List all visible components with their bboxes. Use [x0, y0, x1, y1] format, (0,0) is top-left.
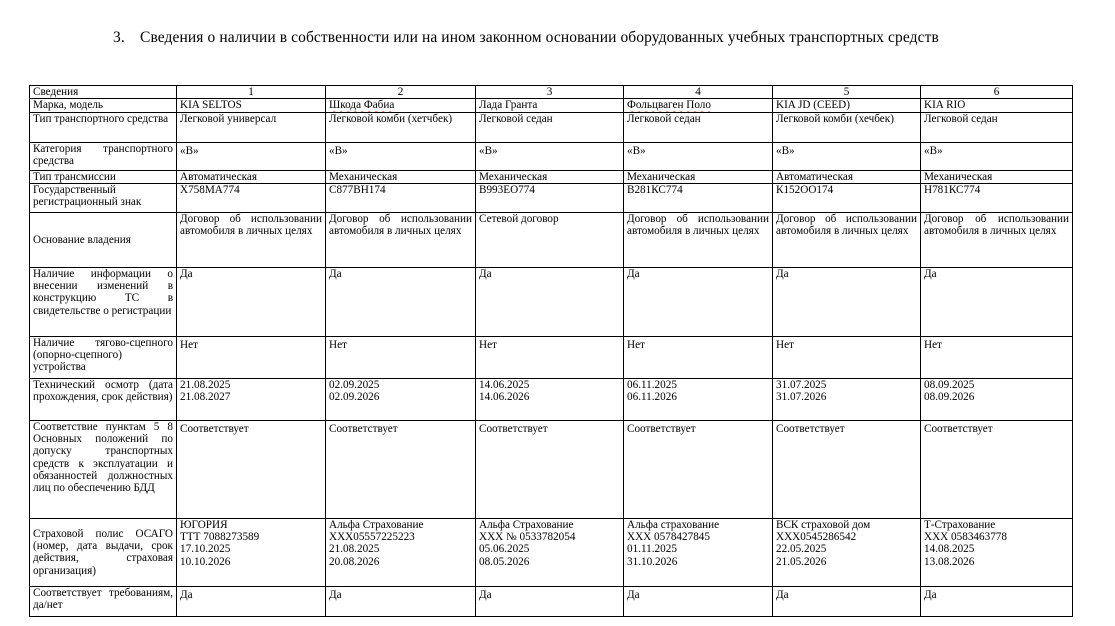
table-cell: Легковой комби (хечбек) [773, 112, 921, 142]
table-cell: Соответствует [326, 420, 476, 518]
table-row [30, 142, 1073, 170]
table-cell: Сетевой договор [476, 212, 624, 267]
table-cell-text: Шкода Фабиа [329, 99, 395, 112]
table-cell: В993ЕО774 [476, 183, 624, 212]
table-cell: Автоматическая [773, 170, 921, 183]
table-cell: 31.07.2025 31.07.2026 [773, 378, 921, 420]
column-number: 2 [326, 86, 476, 99]
table-cell: Да [921, 267, 1073, 336]
table-cell: Нет [177, 336, 326, 378]
table-cell: 02.09.2025 02.09.2026 [326, 378, 476, 420]
table-cell: Легковой седан [624, 112, 773, 142]
table-cell: ВСК страховой дом ХХХ0545286542 22.05.2025 21.05.2026 [773, 518, 921, 586]
table-cell: KIA JD (CEED) [773, 99, 921, 112]
table-cell: Соответствует [624, 420, 773, 518]
table-cell: Легковой комби (хетчбек) [326, 112, 476, 142]
table-cell: Альфа Страхование ХХХ05557225223 21.08.2025 20.08.2026 [326, 518, 476, 586]
row-label: Категория транспортного средства [30, 142, 177, 170]
table-cell: Да [624, 267, 773, 336]
table-cell: Автоматическая [177, 170, 326, 183]
table-cell: Механическая [921, 170, 1073, 183]
table-cell: Соответствует [177, 420, 326, 518]
table-cell: 06.11.2025 06.11.2026 [624, 378, 773, 420]
table-row [30, 212, 1073, 267]
table-cell: ЮГОРИЯ ТТТ 7088273589 17.10.2025 10.10.2026 [177, 518, 326, 586]
row-label: Основание владения [30, 212, 177, 267]
table-cell: Да [326, 267, 476, 336]
table-cell: Альфа Страхование ХХХ № 0533782054 05.06.2025 08.05.2026 [476, 518, 624, 586]
table-row [30, 183, 1073, 212]
row-label: Технический осмотр (дата прохождения, срок действия) [30, 378, 177, 420]
table-cell: Договор об использовании автомобиля в личных целях [326, 212, 476, 267]
table-cell: Легковой универсал [177, 112, 326, 142]
table-row [30, 112, 1073, 142]
table-row [30, 420, 1073, 518]
table-row [30, 99, 1073, 112]
column-number: 6 [921, 86, 1073, 99]
column-number: 1 [177, 86, 326, 99]
row-label: Тип трансмиссии [30, 170, 177, 183]
column-number: 5 [773, 86, 921, 99]
table-cell: Механическая [624, 170, 773, 183]
table-cell: Легковой седан [476, 112, 624, 142]
table-cell: Договор об использовании автомобиля в личных целях [177, 212, 326, 267]
table-cell: Нет [921, 336, 1073, 378]
table-cell: «В» [476, 142, 624, 170]
vehicles-table [29, 85, 1073, 617]
table-cell: «В» [921, 142, 1073, 170]
table-row [30, 336, 1073, 378]
row-label: Наличие информации о внесении изменений в конструкцию ТС в свидетельстве о регистрации [30, 267, 177, 336]
row-label: Соответствие пунктам 5 8 Основных положений по допуску транспортных средств к эксплуатации и обязанностей должностных лиц по обеспечению БДД [30, 420, 177, 518]
table-cell-text: Фольцваген Поло [627, 99, 711, 112]
table-cell: Механическая [326, 170, 476, 183]
table-cell: KIA RIO [921, 99, 1073, 112]
table-cell: Н781КС774 [921, 183, 1073, 212]
table-row [30, 170, 1073, 183]
table-cell: Т-Страхование ХХХ 0583463778 14.08.2025 13.08.2026 [921, 518, 1073, 586]
table-cell: Договор об использовании автомобиля в личных целях [624, 212, 773, 267]
table-row [30, 378, 1073, 420]
header-row [30, 86, 1073, 99]
table-cell: Договор об использовании автомобиля в личных целях [921, 212, 1073, 267]
table-cell: Нет [326, 336, 476, 378]
row-label: Наличие тягово-сцепного (опорно-сцепного) устройства [30, 336, 177, 378]
table-cell: Да [921, 586, 1073, 616]
table-cell: Да [177, 586, 326, 616]
table-cell: Соответствует [921, 420, 1073, 518]
table-cell: Х758МА774 [177, 183, 326, 212]
table-cell: Нет [773, 336, 921, 378]
row-label: Тип транспортного средства [30, 112, 177, 142]
header-label-cell: Сведения [30, 86, 177, 99]
table-cell: Соответствует [476, 420, 624, 518]
row-label: Страховой полис ОСАГО (номер, дата выдачи, срок действия, страховая организация) [30, 518, 177, 586]
table-cell: Да [773, 586, 921, 616]
table-cell: Нет [476, 336, 624, 378]
table-cell: Да [177, 267, 326, 336]
table-cell: Лада Гранта [476, 99, 624, 112]
table-cell: 21.08.2025 21.08.2027 [177, 378, 326, 420]
table-cell: Нет [624, 336, 773, 378]
table-cell: KIA SELTOS [177, 99, 326, 112]
row-label: Марка, модель [30, 99, 177, 112]
table-cell: Да [476, 586, 624, 616]
table-cell: Договор об использовании автомобиля в личных целях [773, 212, 921, 267]
column-number: 3 [476, 86, 624, 99]
table-cell: Да [773, 267, 921, 336]
table-cell: К152ОО174 [773, 183, 921, 212]
table-cell: «В» [773, 142, 921, 170]
table-row [30, 586, 1073, 616]
table-cell [326, 99, 476, 112]
section-title: Сведения о наличии в собственности или на ином законном основании оборудованных учебных транспортных средств [140, 29, 939, 46]
table-cell: 08.09.2025 08.09.2026 [921, 378, 1073, 420]
table-cell: Да [326, 586, 476, 616]
table-row [30, 267, 1073, 336]
row-label: Соответствует требованиям, да/нет [30, 586, 177, 616]
table-cell: «В» [326, 142, 476, 170]
row-label: Государственный регистрационный знак [30, 183, 177, 212]
table-cell: Альфа страхование ХХХ 0578427845 01.11.2025 31.10.2026 [624, 518, 773, 586]
table-cell: Легковой седан [921, 112, 1073, 142]
table-cell: Механическая [476, 170, 624, 183]
table-cell: В281КС774 [624, 183, 773, 212]
table-cell: Да [476, 267, 624, 336]
table-row [30, 518, 1073, 586]
section-number: 3. [113, 29, 125, 46]
table-cell: Да [624, 586, 773, 616]
table-cell: «В» [177, 142, 326, 170]
table-cell: С877ВН174 [326, 183, 476, 212]
column-number: 4 [624, 86, 773, 99]
table-cell [624, 99, 773, 112]
table-cell: «В» [624, 142, 773, 170]
section-heading [113, 29, 939, 47]
table-cell: 14.06.2025 14.06.2026 [476, 378, 624, 420]
table-cell: Соответствует [773, 420, 921, 518]
